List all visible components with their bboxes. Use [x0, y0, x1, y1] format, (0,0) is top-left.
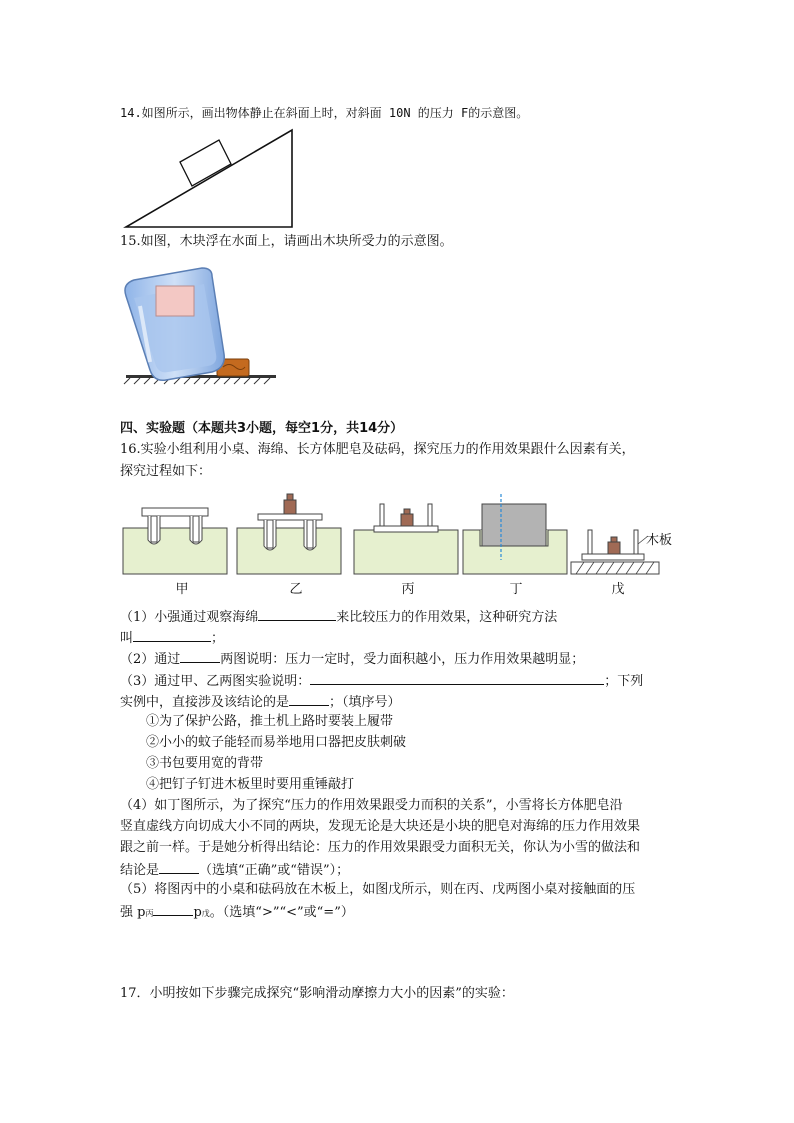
beaker-figure	[120, 262, 280, 386]
p2-blank[interactable]	[180, 648, 220, 663]
p3-line2-after: ；（填序号）	[329, 695, 401, 710]
q15-text: 15.如图，木块浮在水面上，请画出木块所受力的示意图。	[120, 234, 453, 249]
experiment-figures	[118, 490, 678, 580]
p3-blank-b[interactable]	[289, 691, 329, 706]
q16-p2	[120, 648, 584, 670]
caption-yi: 乙	[289, 582, 303, 597]
q16-p3-line2	[120, 691, 401, 713]
p5-c: 。（选填“>”“<”或“=”）	[209, 905, 354, 920]
caption-bing: 丙	[401, 582, 415, 597]
p4-blank[interactable]	[159, 859, 199, 874]
p3-before: （3）通过甲、乙两图实验说明：	[120, 674, 311, 689]
figure-yi	[237, 494, 341, 574]
caption-wu: 戊	[611, 582, 625, 597]
q16-intro-line1: 16.实验小组利用小桌、海绵、长方体肥皂及砝码，探究压力的作用效果跟什么因素有关，	[120, 442, 635, 457]
option-1: ①为了保护公路，推土机上路时要装上履带	[146, 714, 394, 729]
q16-p5-line2	[120, 901, 354, 924]
q16-p4-line4	[120, 859, 349, 881]
p3-line2-before: 实例中，直接涉及该结论的是	[120, 695, 290, 710]
q16-p4-line1: （4）如丁图所示，为了探究“压力的作用效果跟受力而积的关系”，小雪将长方体肥皂沿	[120, 798, 623, 813]
q16-p1-line2	[120, 627, 224, 649]
figure-bing	[354, 504, 458, 574]
q16-p4-line2: 竖直虚线方向切成大小不同的两块，发现无论是大块还是小块的肥皂对海绵的压力作用效果	[120, 819, 641, 834]
q16-p3-line1	[120, 670, 643, 692]
p1-after: 来比较压力的作用效果，这种研究方法	[336, 610, 558, 625]
board-label: 木板	[646, 533, 673, 548]
p4-before: 结论是	[120, 863, 160, 878]
p5-a: 强 p	[120, 905, 146, 920]
incline-figure	[120, 126, 300, 230]
p5-b: p	[193, 905, 202, 920]
q16-p4-line3: 跟之前一样。于是她分析得出结论：压力的作用效果跟受力面积无关，你认为小雪的做法和	[120, 840, 641, 855]
p2-after: 两图说明：压力一定时，受力面积越小，压力作用效果越明显；	[220, 652, 585, 667]
p5-sub-wu: 戊	[201, 909, 210, 918]
option-4: ④把钉子钉进木板里时要用重锤敲打	[146, 777, 355, 792]
p2-before: （2）通过	[120, 652, 181, 667]
figure-jia	[123, 508, 227, 574]
caption-jia: 甲	[175, 582, 189, 597]
p1-end: ；	[211, 631, 225, 646]
p1-before: （1）小强通过观察海绵	[120, 610, 259, 625]
option-2: ②小小的蚊子能轻而易举地用口器把皮肤刺破	[146, 735, 407, 750]
section-title: 四、实验题（本题共3小题，每空1分，共14分）	[120, 421, 404, 436]
p5-sub-bing: 丙	[145, 909, 154, 918]
q14-text: 14.如图所示，画出物体静止在斜面上时，对斜面 10N 的压力 F的示意图。	[120, 106, 529, 120]
option-3: ③书包要用宽的背带	[146, 756, 264, 771]
p1-line2: 叫	[120, 631, 134, 646]
q17-text: 17．小明按如下步骤完成探究“影响滑动摩擦力大小的因素”的实验：	[120, 986, 514, 1001]
q16-intro-line2: 探究过程如下：	[120, 464, 212, 479]
p3-after: ；下列	[604, 674, 644, 689]
p3-blank-a[interactable]	[310, 670, 604, 685]
q16-p1-line1	[120, 606, 557, 628]
figure-ding	[463, 494, 567, 574]
p1-blank-b[interactable]	[133, 627, 211, 642]
p1-blank-a[interactable]	[258, 606, 336, 621]
p4-after: （选填“正确”或“错误”）；	[199, 863, 350, 878]
p5-blank[interactable]	[153, 901, 193, 916]
caption-ding: 丁	[509, 582, 523, 597]
q16-p5-line1: （5）将图丙中的小桌和砝码放在木板上，如图戊所示，则在丙、戊两图小桌对接触面的压	[120, 882, 636, 897]
